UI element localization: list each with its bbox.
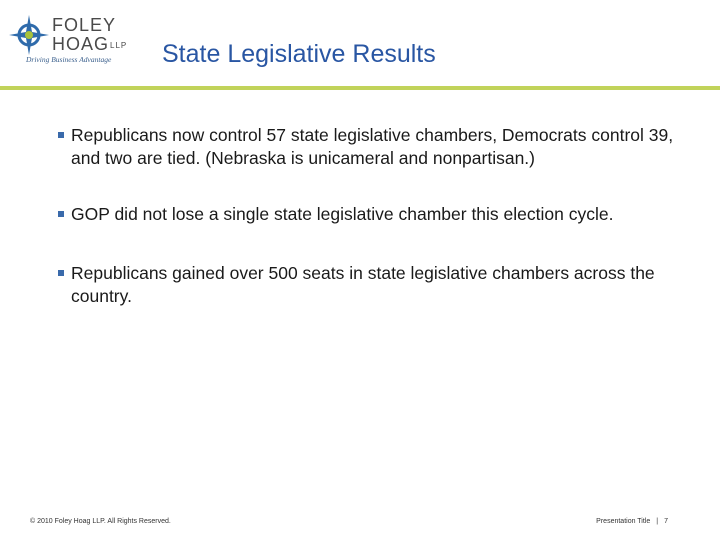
bullet-item (56, 203, 686, 226)
bullet-item (56, 124, 686, 170)
bullet-item (56, 262, 686, 308)
logo-name-line1: FOLEY (52, 15, 117, 35)
footer-separator: | (656, 518, 659, 525)
logo-wordmark (52, 16, 127, 55)
compass-star-logo-icon (8, 14, 50, 56)
square-bullet-icon (58, 270, 64, 276)
bullet-text: Republicans now control 57 state legislative chambers, Democrats control 39, and two are tied. (Nebraska is unicameral and nonpartisan.) (71, 125, 674, 168)
logo-name-line2: HOAG (52, 34, 110, 54)
foley-hoag-logo (8, 14, 128, 68)
bullet-text: Republicans gained over 500 seats in state legislative chambers across the country. (71, 263, 655, 306)
footer-copyright: © 2010 Foley Hoag LLP. All Rights Reserved. (30, 518, 171, 525)
slide-title: State Legislative Results (162, 40, 436, 68)
footer-presentation-title: Presentation Title (596, 518, 651, 525)
footer-page-info (596, 518, 668, 525)
logo-suffix: LLP (110, 41, 128, 50)
logo-tagline: Driving Business Advantage (26, 55, 112, 64)
title-accent-rule (0, 86, 720, 90)
bullet-text: GOP did not lose a single state legislative chamber this election cycle. (71, 204, 614, 224)
bullet-list (56, 124, 686, 308)
footer-page-number: 7 (664, 518, 668, 525)
square-bullet-icon (58, 211, 64, 217)
square-bullet-icon (58, 132, 64, 138)
